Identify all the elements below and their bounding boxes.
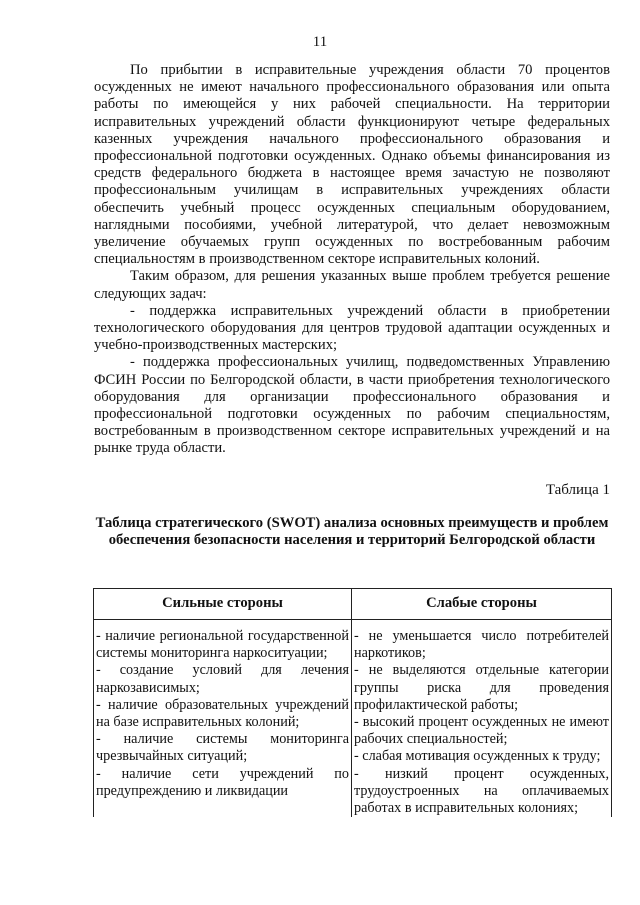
weakness-item: - высокий процент осужденных не имеют рабочих специальностей; [354,714,609,748]
swot-header-row [94,589,612,620]
paragraph-task-1: - поддержка исправительных учреждений области в приобретении технологического оборудования для центров трудовой адаптации осужденных и учебно-производственных мастерских; [94,302,610,354]
strength-item: - наличие системы мониторинга чрезвычайных ситуаций; [96,731,349,765]
table-label: Таблица 1 [545,482,610,498]
weakness-item: - низкий процент осужденных, трудоустроенных на оплачиваемых работах в исправительных колониях; [354,765,609,817]
weakness-item: - не выделяются отдельные категории группы риска для проведения профилактической работы; [354,662,609,713]
swot-table [93,588,612,817]
page-number: 11 [312,34,328,50]
swot-body-row [94,620,612,818]
paragraph-training-problem: По прибытии в исправительные учреждения области 70 процентов осужденных не имеют начального профессионального образования или опыта работы по имеющейся у них рабочей специальности. На территории исправительных учреждений области функционируют четыре федеральных казенных учреждения начального профессионального образования и профессиональной подготовки осужденных. Однако объемы финансирования из средств федерального бюджета в настоящее время зачастую не позволяют профессиональным училищам в исправительных учреждениях области обеспечить учебный процесс осужденных специальным оборудованием, наглядными пособиями, учебной литературой, что делает невозможным увеличение обучаемых групп осужденных по востребованным рабочим специальностям в производственном секторе исправительных колоний. [94,62,610,268]
weaknesses-cell [352,620,612,818]
strengths-header: Сильные стороны [94,589,352,620]
strength-item: - наличие образовательных учреждений на базе исправительных колоний; [96,696,349,731]
weakness-item: - не уменьшается число потребителей наркотиков; [354,628,609,662]
table-title: Таблица стратегического (SWOT) анализа основных преимуществ и проблем обеспечения безопасности населения и территорий Белгородской области [95,515,609,549]
paragraph-task-2: - поддержка профессиональных училищ, подведомственных Управлению ФСИН России по Белгородской области, в части приобретения технологического оборудования для организации профессионального образования и профессиональной подготовки осужденных по рабочим специальностям, востребованным в производственном секторе исправительных учреждений и на рынке труда области. [94,354,610,457]
weaknesses-header: Слабые стороны [352,589,612,620]
strengths-cell [94,620,352,818]
body-text [94,62,610,458]
strength-item: - наличие сети учреждений по предупреждению и ликвидации [96,765,349,799]
strength-item: - создание условий для лечения наркозависимых; [96,662,349,696]
strength-item: - наличие региональной государственной системы мониторинга наркоситуации; [96,628,349,662]
paragraph-tasks-intro: Таким образом, для решения указанных выше проблем требуется решение следующих задач: [94,268,610,302]
weakness-item: - слабая мотивация осужденных к труду; [354,748,601,765]
